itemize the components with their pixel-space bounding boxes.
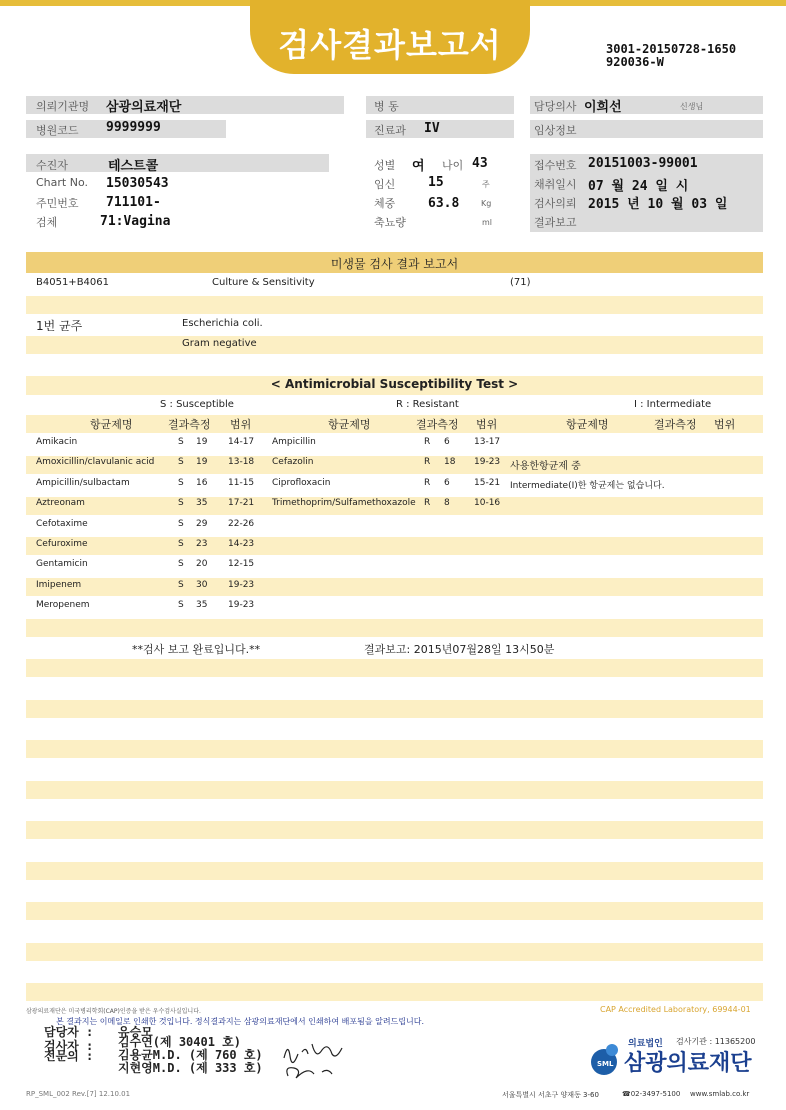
org-logo-icon	[586, 1040, 622, 1076]
weight-label: 체중	[374, 197, 396, 210]
drug-name: Gentamicin	[36, 559, 88, 569]
breakpoint-range: 19-23	[474, 457, 501, 467]
band	[26, 902, 763, 920]
header-bar-left	[0, 0, 250, 6]
interpretation: S	[178, 457, 184, 467]
ast-title: < Antimicrobial Susceptibility Test >	[270, 377, 519, 391]
breakpoint-range: 14-23	[228, 539, 255, 549]
legend-r: R : Resistant	[396, 399, 459, 410]
test-code: B4051+B4061	[36, 277, 109, 288]
col-drug-1: 항균제명	[90, 418, 133, 431]
report-code	[606, 43, 736, 69]
breakpoint-range: 11-15	[228, 478, 255, 488]
interpretation: S	[178, 600, 184, 610]
staff2-label: 검사자 :	[44, 1039, 94, 1053]
zone-value: 19	[196, 437, 208, 447]
chart-value: 15030543	[106, 176, 169, 191]
band	[26, 700, 763, 718]
age-label: 나이	[442, 159, 464, 172]
col-range-2: 범위	[476, 418, 498, 431]
interpretation: S	[178, 498, 184, 508]
breakpoint-range: 12-15	[228, 559, 255, 569]
zone-value: 23	[196, 539, 208, 549]
test-name: Culture & Sensitivity	[212, 277, 315, 288]
staff1-label: 담당자 :	[44, 1025, 94, 1039]
breakpoint-range: 22-26	[228, 519, 255, 529]
cap-text: CAP Accredited Laboratory, 69944-01	[600, 1005, 751, 1014]
receipt-label: 접수번호	[534, 159, 577, 172]
breakpoint-range: 15-21	[474, 478, 501, 488]
weight-value: 63.8	[428, 196, 460, 211]
print-notice: 본 결과지는 이메일로 인쇄한 것입니다. 정식결과지는 삼광의료재단에서 인쇄하여 배포됨을 알려드립니다.	[56, 1017, 425, 1026]
drug-name: Ampicillin/sulbactam	[36, 478, 130, 488]
drug-name: Imipenem	[36, 580, 82, 590]
no-intermediate-note-2: Intermediate(I)한 항균제는 없습니다.	[510, 481, 665, 491]
header-bar-right	[530, 0, 786, 6]
band	[26, 943, 763, 961]
band	[26, 296, 763, 314]
interpretation: S	[178, 539, 184, 549]
weight-unit: Kg	[481, 199, 492, 208]
drug-name: Meropenem	[36, 600, 90, 610]
specimen-label: 검체	[36, 216, 58, 229]
dept-label: 진료과	[374, 124, 406, 137]
org-name: 삼광의료재단	[624, 1051, 752, 1076]
form-code: RP_SML_002 Rev.[7] 12.10.01	[26, 1090, 131, 1098]
breakpoint-range: 10-16	[474, 498, 501, 508]
drug-name: Amikacin	[36, 437, 78, 447]
receipt-value: 20151003-99001	[588, 156, 698, 171]
zone-value: 35	[196, 498, 208, 508]
band	[26, 619, 763, 637]
band	[26, 821, 763, 839]
hcode-value: 9999999	[106, 120, 161, 135]
sex-value: 여	[412, 159, 425, 174]
org-logo-text: SML	[597, 1060, 614, 1068]
band	[26, 740, 763, 758]
gram-stain: Gram negative	[182, 338, 257, 349]
breakpoint-range: 14-17	[228, 437, 255, 447]
legend-i: I : Intermediate	[634, 399, 712, 410]
breakpoint-range: 17-21	[228, 498, 255, 508]
patient-label: 수진자	[36, 159, 68, 172]
phone: ☎02-3497-5100	[622, 1090, 681, 1098]
breakpoint-range: 13-18	[228, 457, 255, 467]
micro-section-title: 미생물 검사 결과 보고서	[330, 257, 459, 271]
hospital-label: 의뢰기관명	[36, 100, 90, 113]
report-time: 결과보고: 2015년07월28일 13시50분	[364, 643, 555, 656]
signature	[278, 1038, 348, 1082]
drug-name: Amoxicillin/clavulanic acid	[36, 457, 155, 467]
bar-patient	[26, 154, 329, 172]
address: 서울특별시 서초구 양재동 3-60	[502, 1091, 599, 1099]
report-title: 검사결과보고서	[278, 26, 502, 64]
col-result-3: 결과측정	[654, 418, 697, 431]
org-small: 의료법인	[628, 1039, 663, 1049]
patient-value: 테스트콜	[108, 159, 159, 174]
zone-value: 16	[196, 478, 208, 488]
staff1: 유승모	[118, 1025, 153, 1039]
interpretation: S	[178, 437, 184, 447]
strain-label: 1번 균주	[36, 319, 83, 333]
chart-label: Chart No.	[36, 176, 88, 189]
staff3: 김용균M.D. (제 760 호)	[118, 1048, 263, 1062]
drug-name: Ampicillin	[272, 437, 316, 447]
zone-value: 35	[196, 600, 208, 610]
age-value: 43	[472, 156, 488, 171]
specimen-value: 71:Vagina	[100, 214, 171, 229]
website: www.smlab.co.kr	[690, 1090, 750, 1098]
breakpoint-range: 19-23	[228, 600, 255, 610]
drug-name: Cefazolin	[272, 457, 314, 467]
preg-value: 15	[428, 175, 444, 190]
staff4: 지현영M.D. (제 333 호)	[118, 1061, 263, 1075]
zone-value: 8	[444, 498, 450, 508]
doctor-value: 이희선	[584, 100, 622, 115]
hospital-value: 삼광의료재단	[106, 100, 182, 115]
zone-value: 30	[196, 580, 208, 590]
zone-value: 6	[444, 478, 450, 488]
clinical-label: 임상정보	[534, 124, 577, 137]
report-code-line-2: 920036-W	[606, 55, 664, 69]
band	[26, 862, 763, 880]
drug-name: Ciprofloxacin	[272, 478, 331, 488]
sex-label: 성별	[374, 159, 396, 172]
band	[26, 983, 763, 1001]
drug-name: Cefuroxime	[36, 539, 88, 549]
col-result-2: 결과측정	[416, 418, 459, 431]
interpretation: S	[178, 559, 184, 569]
preg-label: 임신	[374, 178, 396, 191]
drug-name: Aztreonam	[36, 498, 85, 508]
interpretation: R	[424, 457, 431, 467]
interpretation: R	[424, 498, 431, 508]
interpretation: R	[424, 478, 431, 488]
band	[26, 578, 763, 596]
result-label: 결과보고	[534, 216, 577, 229]
zone-value: 18	[444, 457, 456, 467]
col-drug-2: 항균제명	[328, 418, 371, 431]
band	[26, 537, 763, 555]
breakpoint-range: 13-17	[474, 437, 501, 447]
zone-value: 19	[196, 457, 208, 467]
hcode-label: 병원코드	[36, 124, 79, 137]
rrn-value: 711101-	[106, 195, 161, 210]
no-intermediate-note-1: 사용한항균제 중	[510, 461, 581, 472]
inst-no: 검사기관 : 11365200	[676, 1037, 756, 1046]
ward-label: 병 동	[374, 100, 399, 113]
organism: Escherichia coli.	[182, 318, 263, 329]
rrn-label: 주민번호	[36, 197, 79, 210]
drug-name: Cefotaxime	[36, 519, 88, 529]
preg-unit: 주	[482, 180, 490, 189]
interpretation: R	[424, 437, 431, 447]
report-code-line-1: 3001-20150728-1650	[606, 42, 737, 56]
doctor-suffix: 신생님	[680, 102, 704, 111]
cert-text: 삼광의료재단은 미국병리학회(CAP)인증을 받은 우수검사실입니다.	[26, 1008, 201, 1015]
zone-value: 6	[444, 437, 450, 447]
col-range-3: 범위	[714, 418, 736, 431]
band	[26, 781, 763, 799]
col-result-1: 결과측정	[168, 418, 211, 431]
band	[26, 415, 763, 433]
drug-name: Trimethoprim/Sulfamethoxazole	[272, 498, 416, 508]
collect-label: 채취일시	[534, 178, 577, 191]
band	[26, 659, 763, 677]
doctor-label: 담당의사	[534, 100, 577, 113]
interpretation: S	[178, 478, 184, 488]
legend-s: S : Susceptible	[160, 399, 234, 410]
band	[26, 336, 763, 354]
col-range-1: 범위	[230, 418, 252, 431]
zone-value: 20	[196, 559, 208, 569]
completion-text: **검사 보고 완료입니다.**	[132, 643, 261, 656]
urine-unit: ml	[482, 218, 493, 227]
staff2: 김수연(제 30401 호)	[118, 1035, 241, 1049]
breakpoint-range: 19-23	[228, 580, 255, 590]
interpretation: S	[178, 519, 184, 529]
dept-value: IV	[424, 121, 440, 136]
zone-value: 29	[196, 519, 208, 529]
urine-label: 축뇨량	[374, 216, 406, 229]
test-date-value: 2015 년 10 월 03 일	[588, 197, 728, 212]
interpretation: S	[178, 580, 184, 590]
staff3-label: 전문의 :	[44, 1049, 94, 1063]
test-date-label: 검사의뢰	[534, 197, 577, 210]
test-spec: (71)	[510, 277, 531, 288]
col-drug-3: 항균제명	[566, 418, 609, 431]
collect-value: 07 월 24 일 시	[588, 179, 689, 194]
